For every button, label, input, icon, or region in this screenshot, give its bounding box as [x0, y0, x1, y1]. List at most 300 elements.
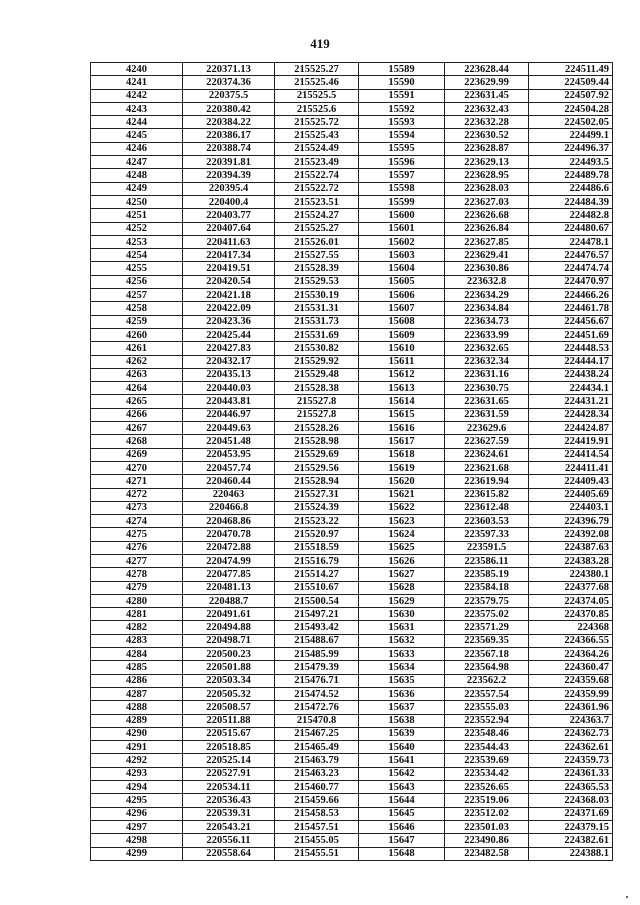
- table-cell: 224428.34: [529, 408, 613, 421]
- table-cell: 4273: [91, 501, 183, 514]
- table-row: [91, 102, 613, 115]
- table-cell: 223628.44: [445, 63, 529, 76]
- table-row: [91, 807, 613, 820]
- table-cell: 224486.6: [529, 182, 613, 195]
- table-row: [91, 847, 613, 860]
- table-cell: 220511.88: [183, 714, 275, 727]
- table-cell: 4244: [91, 116, 183, 129]
- table-cell: 224359.68: [529, 674, 613, 687]
- table-row: [91, 275, 613, 288]
- table-cell: 4294: [91, 781, 183, 794]
- table-cell: 15603: [359, 249, 445, 262]
- table-cell: 4260: [91, 328, 183, 341]
- table-cell: 15617: [359, 435, 445, 448]
- table-cell: 220534.11: [183, 781, 275, 794]
- table-cell: 223519.06: [445, 794, 529, 807]
- table-cell: 215523.22: [275, 515, 359, 528]
- table-cell: 223630.52: [445, 129, 529, 142]
- table-row: [91, 76, 613, 89]
- table-cell: 215531.69: [275, 328, 359, 341]
- table-cell: 215525.46: [275, 76, 359, 89]
- table-cell: 215523.51: [275, 195, 359, 208]
- table-cell: 223634.73: [445, 315, 529, 328]
- table-cell: 4257: [91, 289, 183, 302]
- table-cell: 223632.43: [445, 102, 529, 115]
- table-cell: 224493.5: [529, 156, 613, 169]
- table-row: [91, 594, 613, 607]
- table-cell: 224396.79: [529, 515, 613, 528]
- table-cell: 224370.85: [529, 608, 613, 621]
- table-cell: 215529.56: [275, 461, 359, 474]
- table-cell: 224499.1: [529, 129, 613, 142]
- table-cell: 4295: [91, 794, 183, 807]
- table-cell: 224380.1: [529, 568, 613, 581]
- table-cell: 15648: [359, 847, 445, 860]
- table-cell: 223619.94: [445, 475, 529, 488]
- table-cell: 220400.4: [183, 195, 275, 208]
- table-row: [91, 249, 613, 262]
- table-cell: 4280: [91, 594, 183, 607]
- table-cell: 215474.52: [275, 687, 359, 700]
- table-cell: 223627.59: [445, 435, 529, 448]
- table-cell: 215459.66: [275, 794, 359, 807]
- table-cell: 223629.13: [445, 156, 529, 169]
- table-cell: 15645: [359, 807, 445, 820]
- table-cell: 15599: [359, 195, 445, 208]
- table-row: [91, 621, 613, 634]
- table-cell: 220446.97: [183, 408, 275, 421]
- table-cell: 220539.31: [183, 807, 275, 820]
- table-cell: 223628.03: [445, 182, 529, 195]
- table-cell: 220407.64: [183, 222, 275, 235]
- table-cell: 220477.85: [183, 568, 275, 581]
- table-cell: 15629: [359, 594, 445, 607]
- table-cell: 220505.32: [183, 687, 275, 700]
- table-cell: 223597.33: [445, 528, 529, 541]
- table-cell: 15647: [359, 834, 445, 847]
- table-cell: 224466.26: [529, 289, 613, 302]
- table-cell: 224424.87: [529, 422, 613, 435]
- table-cell: 224482.8: [529, 209, 613, 222]
- table-cell: 4255: [91, 262, 183, 275]
- table-cell: 215527.55: [275, 249, 359, 262]
- table-cell: 223585.19: [445, 568, 529, 581]
- table-cell: 223631.45: [445, 89, 529, 102]
- table-cell: 220423.36: [183, 315, 275, 328]
- table-cell: 4282: [91, 621, 183, 634]
- table-cell: 223552.94: [445, 714, 529, 727]
- table-cell: 215528.38: [275, 382, 359, 395]
- table-cell: 220503.34: [183, 674, 275, 687]
- table-cell: 215463.79: [275, 754, 359, 767]
- table-cell: 223575.02: [445, 608, 529, 621]
- table-cell: 223526.65: [445, 781, 529, 794]
- table-cell: 220460.44: [183, 475, 275, 488]
- table-cell: 4291: [91, 741, 183, 754]
- table-cell: 224403.1: [529, 501, 613, 514]
- table-cell: 4245: [91, 129, 183, 142]
- table-cell: 220466.8: [183, 501, 275, 514]
- table-row: [91, 182, 613, 195]
- table-cell: 223490.86: [445, 834, 529, 847]
- table-cell: 224368: [529, 621, 613, 634]
- table-cell: 4289: [91, 714, 183, 727]
- table-cell: 224377.68: [529, 581, 613, 594]
- table-cell: 15596: [359, 156, 445, 169]
- table-cell: 215531.31: [275, 302, 359, 315]
- table-cell: 220453.95: [183, 448, 275, 461]
- table-cell: 224489.78: [529, 169, 613, 182]
- table-row: [91, 422, 613, 435]
- table-cell: 215525.5: [275, 89, 359, 102]
- table-cell: 15606: [359, 289, 445, 302]
- table-cell: 223627.85: [445, 235, 529, 248]
- table-cell: 223629.41: [445, 249, 529, 262]
- table-cell: 4264: [91, 382, 183, 395]
- table-cell: 223603.53: [445, 515, 529, 528]
- table-row: [91, 408, 613, 421]
- table-cell: 4288: [91, 701, 183, 714]
- table-cell: 220491.61: [183, 608, 275, 621]
- table-cell: 223626.68: [445, 209, 529, 222]
- table-cell: 15593: [359, 116, 445, 129]
- table-cell: 223630.75: [445, 382, 529, 395]
- table-row: [91, 195, 613, 208]
- table-cell: 220422.09: [183, 302, 275, 315]
- table-cell: 4299: [91, 847, 183, 860]
- table-cell: 220435.13: [183, 368, 275, 381]
- table-cell: 220394.39: [183, 169, 275, 182]
- table-cell: 4274: [91, 515, 183, 528]
- table-cell: 224411.41: [529, 461, 613, 474]
- table-cell: 15632: [359, 634, 445, 647]
- table-cell: 215529.92: [275, 355, 359, 368]
- table-cell: 223564.98: [445, 661, 529, 674]
- table-cell: 215457.51: [275, 820, 359, 833]
- table-cell: 4247: [91, 156, 183, 169]
- table-row: [91, 528, 613, 541]
- table-cell: 15627: [359, 568, 445, 581]
- table-row: [91, 129, 613, 142]
- table-cell: 4268: [91, 435, 183, 448]
- table-row: [91, 63, 613, 76]
- table-cell: 15605: [359, 275, 445, 288]
- table-cell: 215529.53: [275, 275, 359, 288]
- table-cell: 15642: [359, 767, 445, 780]
- table-cell: 220391.81: [183, 156, 275, 169]
- table-row: [91, 741, 613, 754]
- table-cell: 215531.73: [275, 315, 359, 328]
- table-cell: 223579.75: [445, 594, 529, 607]
- table-row: [91, 116, 613, 129]
- table-cell: 223555.03: [445, 701, 529, 714]
- table-cell: 15633: [359, 648, 445, 661]
- table-cell: 215528.26: [275, 422, 359, 435]
- table-cell: 223615.82: [445, 488, 529, 501]
- table-cell: 4242: [91, 89, 183, 102]
- table-cell: 215522.74: [275, 169, 359, 182]
- table-row: [91, 701, 613, 714]
- table-cell: 224379.15: [529, 820, 613, 833]
- table-row: [91, 568, 613, 581]
- coordinates-table: [90, 62, 613, 861]
- table-cell: 215524.39: [275, 501, 359, 514]
- table-cell: 224359.73: [529, 754, 613, 767]
- table-cell: 4270: [91, 461, 183, 474]
- table-cell: 220515.67: [183, 727, 275, 740]
- table-cell: 4296: [91, 807, 183, 820]
- table-cell: 15589: [359, 63, 445, 76]
- table-row: [91, 541, 613, 554]
- table-cell: 215524.49: [275, 142, 359, 155]
- table-row: [91, 328, 613, 341]
- table-row: [91, 89, 613, 102]
- table-cell: 4298: [91, 834, 183, 847]
- table-cell: 4269: [91, 448, 183, 461]
- table-cell: 220420.54: [183, 275, 275, 288]
- table-cell: 215465.49: [275, 741, 359, 754]
- table-cell: 220556.11: [183, 834, 275, 847]
- table-cell: 215485.99: [275, 648, 359, 661]
- table-cell: 220386.17: [183, 129, 275, 142]
- table-cell: 4281: [91, 608, 183, 621]
- table-cell: 223539.69: [445, 754, 529, 767]
- table-cell: 220380.42: [183, 102, 275, 115]
- table-cell: 15630: [359, 608, 445, 621]
- table-cell: 215529.48: [275, 368, 359, 381]
- table-cell: 15618: [359, 448, 445, 461]
- table-cell: 223632.8: [445, 275, 529, 288]
- table-cell: 223591.5: [445, 541, 529, 554]
- table-cell: 4287: [91, 687, 183, 700]
- table-row: [91, 727, 613, 740]
- table-cell: 215528.39: [275, 262, 359, 275]
- table-cell: 15623: [359, 515, 445, 528]
- table-cell: 223569.35: [445, 634, 529, 647]
- table-cell: 220440.03: [183, 382, 275, 395]
- table-cell: 220421.18: [183, 289, 275, 302]
- table-cell: 15622: [359, 501, 445, 514]
- table-row: [91, 342, 613, 355]
- table-cell: 4253: [91, 235, 183, 248]
- table-cell: 215530.82: [275, 342, 359, 355]
- table-cell: 15590: [359, 76, 445, 89]
- table-cell: 215497.21: [275, 608, 359, 621]
- table-row: [91, 169, 613, 182]
- table-cell: 215455.51: [275, 847, 359, 860]
- table-cell: 220457.74: [183, 461, 275, 474]
- table-cell: 4258: [91, 302, 183, 315]
- table-cell: 224478.1: [529, 235, 613, 248]
- table-cell: 15631: [359, 621, 445, 634]
- table-cell: 223534.42: [445, 767, 529, 780]
- table-cell: 215523.49: [275, 156, 359, 169]
- table-cell: 15635: [359, 674, 445, 687]
- table-cell: 220470.78: [183, 528, 275, 541]
- table-cell: 223512.02: [445, 807, 529, 820]
- table-cell: 15615: [359, 408, 445, 421]
- table-row: [91, 687, 613, 700]
- table-cell: 223633.99: [445, 328, 529, 341]
- table-cell: 224480.67: [529, 222, 613, 235]
- table-cell: 215467.25: [275, 727, 359, 740]
- table-cell: 223628.87: [445, 142, 529, 155]
- table-cell: 220451.48: [183, 435, 275, 448]
- table-cell: 223629.99: [445, 76, 529, 89]
- table-cell: 15612: [359, 368, 445, 381]
- table-cell: 4262: [91, 355, 183, 368]
- table-row: [91, 781, 613, 794]
- table-cell: 220488.7: [183, 594, 275, 607]
- table-cell: 224392.08: [529, 528, 613, 541]
- table-row: [91, 634, 613, 647]
- table-row: [91, 355, 613, 368]
- table-cell: 215500.54: [275, 594, 359, 607]
- table-cell: 215470.8: [275, 714, 359, 727]
- table-cell: 220395.4: [183, 182, 275, 195]
- table-cell: 224388.1: [529, 847, 613, 860]
- table-cell: 15643: [359, 781, 445, 794]
- table-cell: 15638: [359, 714, 445, 727]
- table-cell: 215528.94: [275, 475, 359, 488]
- table-cell: 223626.84: [445, 222, 529, 235]
- table-row: [91, 262, 613, 275]
- table-cell: 4249: [91, 182, 183, 195]
- table-cell: 220500.23: [183, 648, 275, 661]
- table-cell: 224434.1: [529, 382, 613, 395]
- table-cell: 215460.77: [275, 781, 359, 794]
- table-cell: 220371.13: [183, 63, 275, 76]
- table-row: [91, 368, 613, 381]
- table-cell: 224451.69: [529, 328, 613, 341]
- table-cell: 224365.53: [529, 781, 613, 794]
- table-cell: 15610: [359, 342, 445, 355]
- table-cell: 215488.67: [275, 634, 359, 647]
- table-cell: 215510.67: [275, 581, 359, 594]
- table-cell: 215522.72: [275, 182, 359, 195]
- table-cell: 224484.39: [529, 195, 613, 208]
- table-cell: 223548.46: [445, 727, 529, 740]
- table-cell: 224359.99: [529, 687, 613, 700]
- table-cell: 224502.05: [529, 116, 613, 129]
- table-cell: 224461.78: [529, 302, 613, 315]
- table-cell: 215527.8: [275, 395, 359, 408]
- table-row: [91, 754, 613, 767]
- table-cell: 215530.19: [275, 289, 359, 302]
- table-row: [91, 648, 613, 661]
- table-cell: 220449.63: [183, 422, 275, 435]
- table-cell: 224511.49: [529, 63, 613, 76]
- table-cell: 15597: [359, 169, 445, 182]
- table-cell: 224470.97: [529, 275, 613, 288]
- table-cell: 4266: [91, 408, 183, 421]
- table-cell: 4290: [91, 727, 183, 740]
- table-cell: 220411.63: [183, 235, 275, 248]
- table-cell: 4297: [91, 820, 183, 833]
- table-cell: 215476.71: [275, 674, 359, 687]
- table-cell: 223571.29: [445, 621, 529, 634]
- table-cell: 215458.53: [275, 807, 359, 820]
- table-cell: 15637: [359, 701, 445, 714]
- table-cell: 15634: [359, 661, 445, 674]
- table-cell: 220419.51: [183, 262, 275, 275]
- table-cell: 220508.57: [183, 701, 275, 714]
- table-cell: 4277: [91, 554, 183, 567]
- table-cell: 224363.7: [529, 714, 613, 727]
- table-cell: 215525.6: [275, 102, 359, 115]
- table-cell: 4250: [91, 195, 183, 208]
- table-cell: 224361.33: [529, 767, 613, 780]
- table-cell: 15616: [359, 422, 445, 435]
- table-cell: 15595: [359, 142, 445, 155]
- table-cell: 224476.57: [529, 249, 613, 262]
- table-cell: 224409.43: [529, 475, 613, 488]
- table-cell: 224383.28: [529, 554, 613, 567]
- table-cell: 224414.54: [529, 448, 613, 461]
- table-cell: 224364.26: [529, 648, 613, 661]
- table-cell: 224504.28: [529, 102, 613, 115]
- table-cell: 215514.27: [275, 568, 359, 581]
- table-cell: 215463.23: [275, 767, 359, 780]
- table-cell: 4271: [91, 475, 183, 488]
- table-cell: 220472.88: [183, 541, 275, 554]
- table-row: [91, 488, 613, 501]
- table-cell: 220494.88: [183, 621, 275, 634]
- table-cell: 224374.05: [529, 594, 613, 607]
- table-row: [91, 448, 613, 461]
- table-cell: 220417.34: [183, 249, 275, 262]
- table-cell: 220501.88: [183, 661, 275, 674]
- table-cell: 220384.22: [183, 116, 275, 129]
- table-row: [91, 714, 613, 727]
- table-row: [91, 461, 613, 474]
- table-cell: 4265: [91, 395, 183, 408]
- table-cell: 4256: [91, 275, 183, 288]
- table-cell: 223586.11: [445, 554, 529, 567]
- table-cell: 15641: [359, 754, 445, 767]
- table-cell: 215455.05: [275, 834, 359, 847]
- table-row: [91, 222, 613, 235]
- table-cell: 220425.44: [183, 328, 275, 341]
- table-cell: 224368.03: [529, 794, 613, 807]
- table-cell: 4275: [91, 528, 183, 541]
- table-cell: 215516.79: [275, 554, 359, 567]
- table-cell: 15607: [359, 302, 445, 315]
- table-row: [91, 581, 613, 594]
- table-cell: 224362.73: [529, 727, 613, 740]
- scan-speck: [626, 896, 628, 898]
- table-cell: 4248: [91, 169, 183, 182]
- table-cell: 4241: [91, 76, 183, 89]
- table-row: [91, 382, 613, 395]
- table-cell: 215529.69: [275, 448, 359, 461]
- table-cell: 224496.37: [529, 142, 613, 155]
- table-row: [91, 235, 613, 248]
- table-cell: 15636: [359, 687, 445, 700]
- table-cell: 223627.03: [445, 195, 529, 208]
- table-cell: 15626: [359, 554, 445, 567]
- table-cell: 223584.18: [445, 581, 529, 594]
- table-cell: 224444.17: [529, 355, 613, 368]
- table-cell: 224419.91: [529, 435, 613, 448]
- table-cell: 224405.69: [529, 488, 613, 501]
- table-cell: 4284: [91, 648, 183, 661]
- table-cell: 15624: [359, 528, 445, 541]
- table-row: [91, 435, 613, 448]
- table-row: [91, 289, 613, 302]
- table-cell: 223631.16: [445, 368, 529, 381]
- table-cell: 220518.85: [183, 741, 275, 754]
